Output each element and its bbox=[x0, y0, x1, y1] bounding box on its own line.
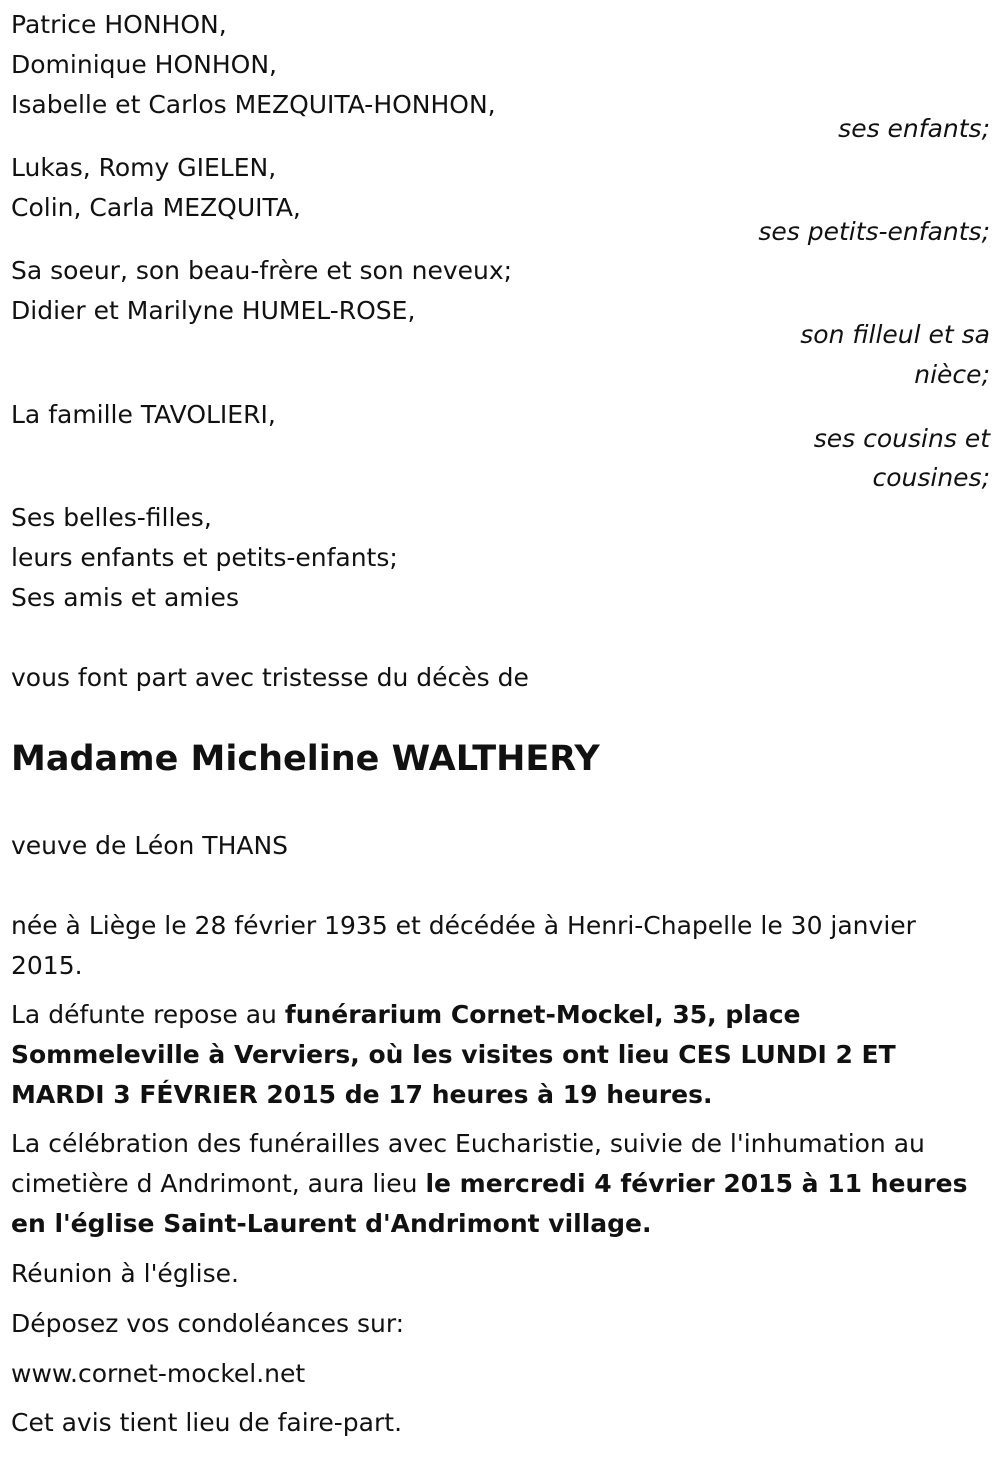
repose-paragraph bbox=[11, 995, 986, 1115]
celebration-paragraph bbox=[11, 1124, 986, 1244]
widow-of-text: veuve de Léon THANS bbox=[11, 831, 289, 860]
sibling-role-line-2: nièce; bbox=[914, 360, 990, 389]
condolences-label: Déposez vos condoléances sur: bbox=[11, 1309, 405, 1338]
grandchild-name-1: Lukas, Romy GIELEN, bbox=[11, 153, 277, 182]
announcement-text: vous font part avec tristesse du décès de bbox=[11, 663, 529, 692]
website-link[interactable]: www.cornet-mockel.net bbox=[11, 1359, 306, 1388]
sibling-role-line-1: son filleul et sa bbox=[800, 320, 990, 349]
birth-death-text: née à Liège le 28 février 1935 et décédée à Henri-Chapelle le 30 janvier 2015. bbox=[11, 911, 916, 980]
family-line-1: La famille TAVOLIERI, bbox=[11, 400, 276, 429]
family-role-line-2: cousines; bbox=[872, 463, 990, 492]
closing-text: Cet avis tient lieu de faire-part. bbox=[11, 1408, 403, 1437]
child-name-1: Patrice HONHON, bbox=[11, 10, 227, 39]
family-role-line-1: ses cousins et bbox=[813, 424, 990, 453]
others-line-3: Ses amis et amies bbox=[11, 583, 239, 612]
celebration-details: le mercredi 4 février 2015 à 11 heures en l'église Saint-Laurent d'Andrimont village. bbox=[11, 1169, 968, 1238]
sibling-line-2: Didier et Marilyne HUMEL-ROSE, bbox=[11, 296, 416, 325]
others-line-1: Ses belles-filles, bbox=[11, 503, 212, 532]
reunion-text: Réunion à l'église. bbox=[11, 1259, 239, 1288]
child-name-2: Dominique HONHON, bbox=[11, 50, 277, 79]
grandchildren-role: ses petits-enfants; bbox=[758, 217, 990, 246]
deceased-name: Madame Micheline WALTHERY bbox=[11, 739, 600, 779]
repose-details: funérarium Cornet-Mockel, 35, place Sommeleville à Verviers, où les visites ont lieu CES LUNDI 2 ET MARDI 3 FÉVRIER 2015 de 17 heures à 19 heures. bbox=[11, 1000, 896, 1109]
repose-intro: La défunte repose au bbox=[11, 1000, 285, 1029]
grandchild-name-2: Colin, Carla MEZQUITA, bbox=[11, 193, 301, 222]
child-name-3: Isabelle et Carlos MEZQUITA-HONHON, bbox=[11, 90, 496, 119]
sibling-line-1: Sa soeur, son beau-frère et son neveux; bbox=[11, 256, 513, 285]
obituary-notice bbox=[11, 0, 990, 1458]
celebration-intro: La célébration des funérailles avec Eucharistie, suivie de l'inhumation au cimetière d Andrimont, aura lieu bbox=[11, 1129, 925, 1198]
children-role: ses enfants; bbox=[838, 114, 990, 143]
others-line-2: leurs enfants et petits-enfants; bbox=[11, 543, 398, 572]
